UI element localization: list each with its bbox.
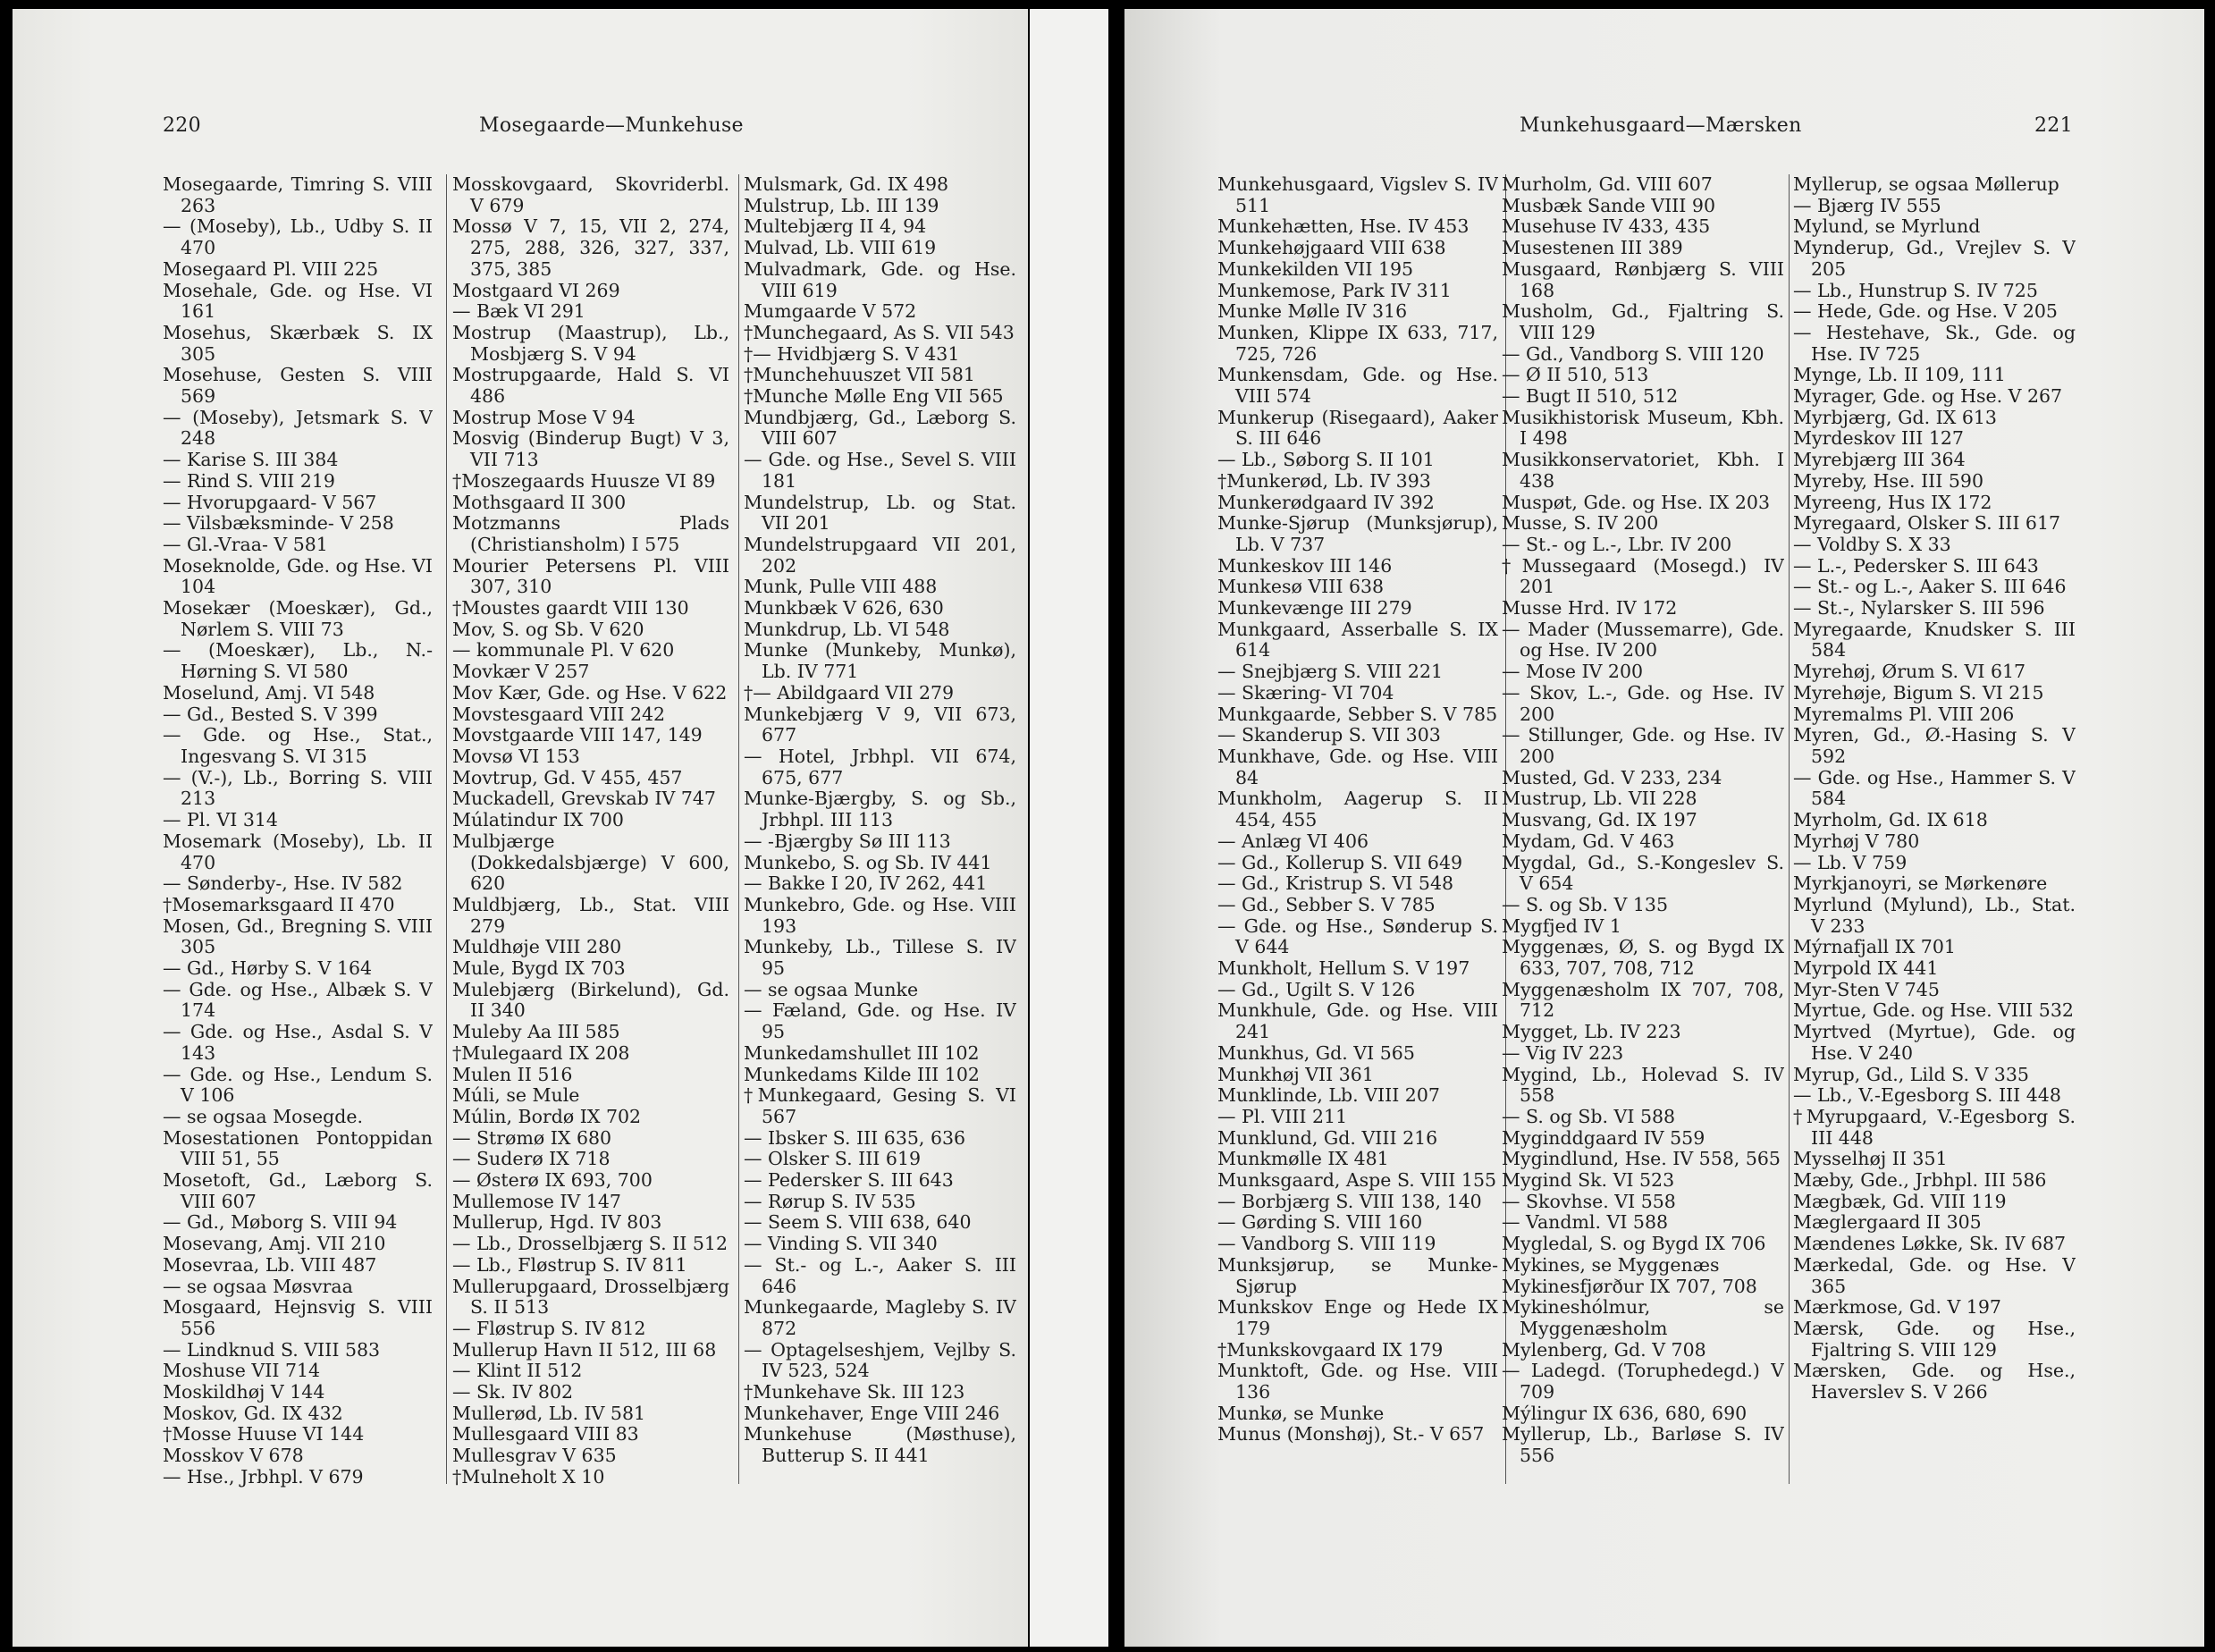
index-entry: — Mader (Mussemarre), Gde. og Hse. IV 200 <box>1502 618 1784 662</box>
index-entry: Munkensdam, Gde. og Hse. VIII 574 <box>1217 364 1498 408</box>
index-entry: Munkholm, Aagerup S. II 454, 455 <box>1217 788 1498 831</box>
index-column <box>1502 174 1784 1497</box>
index-column <box>1217 174 1498 1497</box>
index-entry: Munklinde, Lb. VIII 207 <box>1217 1084 1440 1107</box>
index-entry: Múlin, Bordø IX 702 <box>452 1105 642 1127</box>
index-entry: Munkø, se Munke <box>1217 1402 1385 1424</box>
index-column <box>1793 174 2076 1497</box>
index-entry: Mov Kær, Gde. og Hse. V 622 <box>452 681 728 704</box>
index-entry: Munksgaard, Aspe S. VIII 155 <box>1217 1169 1497 1192</box>
index-entry: Myrlund (Mylund), Lb., Stat. V 233 <box>1793 893 2076 937</box>
index-entry: Munke (Munkeby, Munkø), Lb. IV 771 <box>744 639 1016 683</box>
left-page <box>13 9 1028 1647</box>
index-entry: †— Hvidbjærg S. V 431 <box>744 342 960 365</box>
index-entry: — L.-, Pedersker S. III 643 <box>1793 554 2039 577</box>
index-entry: — Mose IV 200 <box>1502 661 1644 683</box>
index-entry: Mullerupgaard, Drosselbjærg S. II 513 <box>452 1275 729 1319</box>
index-entry: Mosevraa, Lb. VIII 487 <box>163 1253 377 1276</box>
index-entry: Muldhøje VIII 280 <box>452 936 622 958</box>
index-entry: Musestenen III 389 <box>1502 237 1683 259</box>
index-entry: — Hestehave, Sk., Gde. og Hse. IV 725 <box>1793 321 2076 365</box>
index-entry: Myrehøj, Ørum S. VI 617 <box>1793 661 2026 683</box>
index-entry: Munkehuse (Møsthuse), Butterup S. II 441 <box>744 1423 1016 1467</box>
index-entry: — Skov, L.-, Gde. og Hse. IV 200 <box>1502 681 1784 725</box>
index-entry: Myregaarde, Knudsker S. III 584 <box>1793 618 2076 662</box>
index-entry: †Munkerød, Lb. IV 393 <box>1217 469 1431 492</box>
index-entry: Munkerup (Risegaard), Aaker S. III 646 <box>1217 406 1498 450</box>
index-entry: — Gd., Bested S. V 399 <box>163 703 378 725</box>
index-entry: Mosvig (Binderup Bugt) V 3, VII 713 <box>452 427 729 471</box>
index-entry: Myr-Sten V 745 <box>1793 978 1940 1000</box>
index-entry: — St.-, Nylarsker S. III 596 <box>1793 597 2045 620</box>
index-entry: — Gde. og Hse., Sønderup S. V 644 <box>1217 914 1498 958</box>
index-entry: Musbæk Sande VIII 90 <box>1502 194 1715 216</box>
index-entry: Mændenes Løkke, Sk. IV 687 <box>1793 1233 2067 1255</box>
index-entry: Mulen II 516 <box>452 1063 573 1085</box>
index-entry: — Skovhse. VI 558 <box>1502 1190 1676 1212</box>
index-entry: Myllerup, se ogsaa Møllerup <box>1793 174 2059 195</box>
index-entry: Munkebjærg V 9, VII 673, 677 <box>744 703 1016 746</box>
index-entry: Movkær V 257 <box>452 661 590 683</box>
index-entry: Munktoft, Gde. og Hse. VIII 136 <box>1217 1360 1498 1403</box>
index-entry: Movstesgaard VIII 242 <box>452 703 666 725</box>
index-entry: Munkehaver, Enge VIII 246 <box>744 1402 1000 1424</box>
index-entry: Mostrup (Maastrup), Lb., Mosbjærg S. V 94 <box>452 321 729 365</box>
index-entry: Mothsgaard II 300 <box>452 491 627 513</box>
index-entry: Musehuse IV 433, 435 <box>1502 215 1711 238</box>
index-entry: — Vilsbæksminde- V 258 <box>163 512 394 535</box>
index-entry: Munk, Pulle VIII 488 <box>744 576 938 598</box>
index-entry: Moshuse VII 714 <box>163 1360 321 1382</box>
index-entry: Munkhus, Gd. VI 565 <box>1217 1041 1415 1064</box>
index-entry: — Gl.-Vraa- V 581 <box>163 533 328 555</box>
index-entry: Munke-Sjørup (Munksjørup), Lb. V 737 <box>1217 512 1498 555</box>
index-entry: — Vinding S. VII 340 <box>744 1233 938 1255</box>
index-entry: — Skæring- VI 704 <box>1217 681 1394 704</box>
index-entry: Mulvad, Lb. VIII 619 <box>744 237 937 259</box>
index-entry: Munkebro, Gde. og Hse. VIII 193 <box>744 893 1016 937</box>
index-entry: Múli, se Mule <box>452 1084 580 1107</box>
index-entry: — Pl. VI 314 <box>163 809 278 831</box>
index-entry: — Voldby S. X 33 <box>1793 533 1951 555</box>
index-entry: Muldbjærg, Lb., Stat. VIII 279 <box>452 893 729 937</box>
index-entry: Munkehusgaard, Vigslev S. IV 511 <box>1217 174 1498 216</box>
index-entry: Musikhistorisk Museum, Kbh. I 498 <box>1502 406 1784 450</box>
index-entry: Moskildhøj V 144 <box>163 1381 325 1403</box>
index-entry: — Lb., V.-Egesborg S. III 448 <box>1793 1084 2061 1107</box>
index-entry: Muleby Aa III 585 <box>452 1021 620 1043</box>
index-entry: Mov, S. og Sb. V 620 <box>452 618 644 640</box>
index-entry: Mosehale, Gde. og Hse. VI 161 <box>163 279 433 323</box>
index-entry: — Bæk VI 291 <box>452 300 585 323</box>
index-entry: Mullerup, Hgd. IV 803 <box>452 1211 662 1234</box>
index-entry: — Fæland, Gde. og Hse. IV 95 <box>744 999 1016 1043</box>
index-entry: — Borbjærg S. VIII 138, 140 <box>1217 1190 1482 1212</box>
index-entry: Munkholt, Hellum S. V 197 <box>1217 957 1470 980</box>
index-entry: Mule, Bygd IX 703 <box>452 957 626 980</box>
index-entry: †Mosemarksgaard II 470 <box>163 893 395 915</box>
index-entry: †Mussegaard (Mosegd.) IV 201 <box>1502 554 1784 598</box>
index-entry: — St.- og L.-, Lbr. IV 200 <box>1502 533 1732 555</box>
index-entry: — (Moeskær), Lb., N.-Hørning S. VI 580 <box>163 639 433 683</box>
index-entry: Mosekær (Moeskær), Gd., Nørlem S. VIII 73 <box>163 597 433 640</box>
index-entry: — Strømø IX 680 <box>452 1126 612 1149</box>
index-entry: Munklund, Gd. VIII 216 <box>1217 1126 1438 1149</box>
index-entry: — se ogsaa Møsvraa <box>163 1275 353 1297</box>
index-entry: Munkhave, Gde. og Hse. VIII 84 <box>1217 745 1498 788</box>
index-entry: — Gørding S. VIII 160 <box>1217 1211 1423 1234</box>
index-entry: Munken, Klippe IX 633, 717, 725, 726 <box>1217 321 1498 365</box>
index-column <box>452 174 729 1497</box>
index-entry: Mosskov V 678 <box>163 1445 304 1467</box>
index-entry: Munkdrup, Lb. VI 548 <box>744 618 950 640</box>
index-entry: Mosegaard Pl. VIII 225 <box>163 257 379 280</box>
index-entry: — Gde. og Hse., Albæk S. V 174 <box>163 978 433 1022</box>
index-entry: — Hvorupgaard- V 567 <box>163 491 377 513</box>
index-entry: Munkegaarde, Magleby S. IV 872 <box>744 1296 1016 1339</box>
index-entry: Mundelstrupgaard VII 201, 202 <box>744 533 1016 577</box>
index-entry: Mygget, Lb. IV 223 <box>1502 1021 1681 1043</box>
index-entry: — Gd., Hørby S. V 164 <box>163 957 373 980</box>
index-entry: Murholm, Gd. VIII 607 <box>1502 174 1713 195</box>
index-entry: Mynge, Lb. II 109, 111 <box>1793 364 2006 386</box>
index-entry: Munkedamshullet III 102 <box>744 1041 980 1064</box>
index-entry: — Klint II 512 <box>452 1360 583 1382</box>
index-entry: Moskov, Gd. IX 432 <box>163 1402 343 1424</box>
index-entry: Myrehøje, Bigum S. VI 215 <box>1793 681 2044 704</box>
index-entry: Musgaard, Rønbjærg S. VIII 168 <box>1502 257 1784 301</box>
index-entry: Mosetoft, Gd., Læborg S. VIII 607 <box>163 1169 433 1212</box>
index-entry: Musse, S. IV 200 <box>1502 512 1659 535</box>
index-entry: Mulebjærg (Birkelund), Gd. II 340 <box>452 978 729 1022</box>
index-entry: Mykineshólmur, se Myggenæsholm <box>1502 1296 1784 1339</box>
index-entry: — Lb., Søborg S. II 101 <box>1217 449 1435 471</box>
index-entry: Myggenæsholm IX 707, 708, 712 <box>1502 978 1784 1022</box>
index-entry: Mulsmark, Gd. IX 498 <box>744 174 949 195</box>
index-entry: — Vig IV 223 <box>1502 1041 1624 1064</box>
index-entry: Mullemose IV 147 <box>452 1190 621 1212</box>
index-entry: Mullerup Havn II 512, III 68 <box>452 1338 717 1361</box>
index-entry: Mosgaard, Hejnsvig S. VIII 556 <box>163 1296 433 1339</box>
index-entry: Munkeskov III 146 <box>1217 554 1393 577</box>
index-entry: Mustrup, Lb. VII 228 <box>1502 788 1697 810</box>
index-entry: Mærsk, Gde. og Hse., Fjaltring S. VIII 129 <box>1793 1317 2076 1361</box>
index-entry: Mosen, Gd., Bregning S. VIII 305 <box>163 914 433 958</box>
index-entry: Mygind, Lb., Holevad S. IV 558 <box>1502 1063 1784 1107</box>
index-entry: — Ibsker S. III 635, 636 <box>744 1126 966 1149</box>
index-entry: Mærsken, Gde. og Hse., Haverslev S. V 266 <box>1793 1360 2076 1403</box>
index-entry: — Gde. og Hse., Sevel S. VIII 181 <box>744 449 1016 492</box>
index-entry: — Skanderup S. VII 303 <box>1217 724 1441 746</box>
index-entry: — Østerø IX 693, 700 <box>452 1169 653 1192</box>
index-entry: — Gd., Kristrup S. VI 548 <box>1217 872 1454 895</box>
index-entry: — se ogsaa Munke <box>744 978 919 1000</box>
index-entry: — Lb., Fløstrup S. IV 811 <box>452 1253 687 1276</box>
index-entry: Myrdeskov III 127 <box>1793 427 1964 450</box>
index-entry: Mykines, se Myggenæs <box>1502 1253 1720 1276</box>
index-entry: Mosegaarde, Timring S. VIII 263 <box>163 174 433 216</box>
page-number: 221 <box>2034 114 2073 137</box>
index-entry: Mullerød, Lb. IV 581 <box>452 1402 646 1424</box>
index-entry: — S. og Sb. V 135 <box>1502 893 1668 915</box>
index-entry: Munkgaard, Asserballe S. IX 614 <box>1217 618 1498 662</box>
running-head: Munkehusgaard—Mærsken <box>1520 114 1802 137</box>
index-entry: †— Abildgaard VII 279 <box>744 681 955 704</box>
index-entry: — Fløstrup S. IV 812 <box>452 1317 646 1339</box>
index-entry: — Ø II 510, 513 <box>1502 364 1649 386</box>
index-entry: — Gde. og Hse., Stat., Ingesvang S. VI 315 <box>163 724 433 767</box>
index-entry: Myreeng, Hus IX 172 <box>1793 491 1992 513</box>
index-entry: — St.- og L.-, Aaker S. III 646 <box>1793 576 2067 598</box>
index-entry: Musholm, Gd., Fjaltring S. VIII 129 <box>1502 300 1784 343</box>
index-entry: Musikkonservatoriet, Kbh. I 438 <box>1502 449 1784 492</box>
index-entry: Motzmanns Plads (Christiansholm) I 575 <box>452 512 729 555</box>
column-rule <box>1789 174 1790 1484</box>
index-entry: †Mulegaard IX 208 <box>452 1041 630 1064</box>
index-entry: †Munchegaard, As S. VII 543 <box>744 321 1015 343</box>
index-entry: Mærkedal, Gde. og Hse. V 365 <box>1793 1253 2076 1297</box>
index-entry: Mosevang, Amj. VII 210 <box>163 1233 386 1255</box>
index-entry: Mýlingur IX 636, 680, 690 <box>1502 1402 1748 1424</box>
index-entry: Myreby, Hse. III 590 <box>1793 469 1984 492</box>
index-entry: Munke Mølle IV 316 <box>1217 300 1408 323</box>
index-entry: Mourier Petersens Pl. VIII 307, 310 <box>452 554 729 598</box>
index-entry: Myggenæs, Ø, S. og Bygd IX 633, 707, 708, 712 <box>1502 936 1784 980</box>
index-entry: Mullesgrav V 635 <box>452 1445 617 1467</box>
index-entry: †Moszegaards Huusze VI 89 <box>452 469 716 492</box>
index-entry: Munkgaarde, Sebber S. V 785 <box>1217 703 1498 725</box>
index-entry: †Moustes gaardt VIII 130 <box>452 597 689 620</box>
index-entry: — Rind S. VIII 219 <box>163 469 335 492</box>
index-entry: Myrhøj V 780 <box>1793 830 1920 852</box>
index-entry: Munkmølle IX 481 <box>1217 1148 1389 1170</box>
index-entry: — Vandml. VI 588 <box>1502 1211 1669 1234</box>
index-entry: Mygdal, Gd., S.-Kongeslev S. V 654 <box>1502 851 1784 895</box>
index-entry: Mostgaard VI 269 <box>452 279 620 301</box>
index-entry: Mosehus, Skærbæk S. IX 305 <box>163 321 433 365</box>
index-entry: †Mulneholt X 10 <box>452 1465 605 1488</box>
index-entry: Munkhule, Gde. og Hse. VIII 241 <box>1217 999 1498 1043</box>
index-entry: — Gd., Kollerup S. VII 649 <box>1217 851 1463 873</box>
index-entry: Mulvadmark, Gde. og Hse. VIII 619 <box>744 257 1016 301</box>
index-entry: Musted, Gd. V 233, 234 <box>1502 766 1722 788</box>
index-entry: Moseknolde, Gde. og Hse. VI 104 <box>163 554 433 598</box>
index-entry: †Munchehuuszet VII 581 <box>744 364 975 386</box>
index-entry: — Rørup S. IV 535 <box>744 1190 916 1212</box>
index-entry: Munkebo, S. og Sb. IV 441 <box>744 851 992 873</box>
index-entry: †Myrupgaard, V.-Egesborg S. III 448 <box>1793 1105 2076 1149</box>
index-entry: — -Bjærgby Sø III 113 <box>744 830 951 852</box>
index-entry: Mossø V 7, 15, VII 2, 274, 275, 288, 326, 327, 337, 375, 385 <box>452 215 729 280</box>
index-entry: Mullesgaard VIII 83 <box>452 1423 639 1446</box>
index-entry: — Lb., Hunstrup S. IV 725 <box>1793 279 2038 301</box>
index-entry: — Sønderby-, Hse. IV 582 <box>163 872 403 895</box>
index-entry: Mykinesfjørður IX 707, 708 <box>1502 1275 1757 1297</box>
index-entry: Myrtue, Gde. og Hse. VIII 532 <box>1793 999 2074 1022</box>
index-entry: — (V.-), Lb., Borring S. VIII 213 <box>163 766 433 810</box>
index-entry: Mærkmose, Gd. V 197 <box>1793 1296 2001 1319</box>
index-entry: — (Moseby), Jetsmark S. V 248 <box>163 406 433 450</box>
index-entry: †Mosse Huuse VI 144 <box>163 1423 365 1446</box>
index-entry: Myrholm, Gd. IX 618 <box>1793 809 1988 831</box>
page-number: 220 <box>163 114 201 137</box>
index-entry: Múlatindur IX 700 <box>452 809 624 831</box>
index-entry: — (Moseby), Lb., Udby S. II 470 <box>163 215 433 259</box>
index-entry: Musvang, Gd. IX 197 <box>1502 809 1697 831</box>
index-entry: — Anlæg VI 406 <box>1217 830 1369 852</box>
index-entry: Mýrnafjall IX 701 <box>1793 936 1956 958</box>
index-entry: Myren, Gd., Ø.-Hasing S. V 592 <box>1793 724 2076 767</box>
index-entry: Mosskovgaard, Skovriderbl. V 679 <box>452 174 729 216</box>
column-rule <box>738 174 739 1484</box>
index-entry: Mæby, Gde., Jrbhpl. III 586 <box>1793 1169 2047 1192</box>
index-entry: — Gd., Vandborg S. VIII 120 <box>1502 342 1764 365</box>
index-entry: — kommunale Pl. V 620 <box>452 639 675 662</box>
index-entry: Myremalms Pl. VIII 206 <box>1793 703 2015 725</box>
right-page <box>1124 9 2204 1647</box>
index-entry: Mygfjed IV 1 <box>1502 914 1621 937</box>
index-entry: Mosehuse, Gesten S. VIII 569 <box>163 364 433 408</box>
index-entry: — Olsker S. III 619 <box>744 1148 922 1170</box>
index-entry: Myrup, Gd., Lild S. V 335 <box>1793 1063 2029 1085</box>
index-entry: Mylenberg, Gd. V 708 <box>1502 1338 1706 1361</box>
index-entry: †Munkegaard, Gesing S. VI 567 <box>744 1084 1016 1127</box>
index-entry: Mylund, se Myrlund <box>1793 215 1981 238</box>
index-entry: Munkekilden VII 195 <box>1217 257 1414 280</box>
index-entry: Mulbjærge (Dokkedalsbjærge) V 600, 620 <box>452 830 729 895</box>
index-entry: Myrtved (Myrtue), Gde. og Hse. V 240 <box>1793 1021 2076 1064</box>
index-entry: Munkbæk V 626, 630 <box>744 597 944 620</box>
index-entry: — Gd., Møborg S. VIII 94 <box>163 1211 398 1234</box>
index-entry: — Gde. og Hse., Lendum S. V 106 <box>163 1063 433 1107</box>
index-entry: — Stillunger, Gde. og Hse. IV 200 <box>1502 724 1784 767</box>
index-entry: Mosemark (Moseby), Lb. II 470 <box>163 830 433 873</box>
index-entry: Mæglergaard II 305 <box>1793 1211 1982 1234</box>
index-entry: Moselund, Amj. VI 548 <box>163 681 375 704</box>
index-entry: Mygledal, S. og Bygd IX 706 <box>1502 1233 1766 1255</box>
index-entry: Mostrupgaarde, Hald S. VI 486 <box>452 364 729 408</box>
index-entry: Munkeby, Lb., Tillese S. IV 95 <box>744 936 1016 980</box>
index-entry: Mydam, Gd. V 463 <box>1502 830 1675 852</box>
index-entry: — Gd., Ugilt S. V 126 <box>1217 978 1416 1000</box>
index-entry: Munke-Bjærgby, S. og Sb., Jrbhpl. III 113 <box>744 788 1016 831</box>
index-entry: — Sk. IV 802 <box>452 1381 574 1403</box>
index-entry: — Vandborg S. VIII 119 <box>1217 1233 1436 1255</box>
index-entry: Myrebjærg III 364 <box>1793 449 1966 471</box>
index-entry: Myrager, Gde. og Hse. V 267 <box>1793 385 2063 408</box>
index-entry: Munkerødgaard IV 392 <box>1217 491 1435 513</box>
index-entry: Muckadell, Grevskab IV 747 <box>452 788 716 810</box>
gutter <box>1030 9 1108 1647</box>
index-entry: — Pedersker S. III 643 <box>744 1169 954 1192</box>
index-entry: — Lindknud S. VIII 583 <box>163 1338 381 1361</box>
index-entry: — Pl. VIII 211 <box>1217 1105 1348 1127</box>
index-entry: Mostrup Mose V 94 <box>452 406 636 428</box>
index-column <box>744 174 1016 1497</box>
index-entry: Mundbjærg, Gd., Læborg S. VIII 607 <box>744 406 1016 450</box>
index-entry: Mynderup, Gd., Vrejlev S. V 205 <box>1793 237 2076 280</box>
index-entry: Mumgaarde V 572 <box>744 300 917 323</box>
index-entry: Mysselhøj II 351 <box>1793 1148 1948 1170</box>
index-entry: — S. og Sb. VI 588 <box>1502 1105 1676 1127</box>
index-entry: — Suderø IX 718 <box>452 1148 611 1170</box>
index-entry: Mægbæk, Gd. VIII 119 <box>1793 1190 2007 1212</box>
index-entry: — Lb., Drosselbjærg S. II 512 <box>452 1233 728 1255</box>
index-entry: Munkhøj VII 361 <box>1217 1063 1374 1085</box>
index-entry: Myllerup, Lb., Barløse S. IV 556 <box>1502 1423 1784 1467</box>
index-entry: Movstgaarde VIII 147, 149 <box>452 724 703 746</box>
index-entry: Myregaard, Olsker S. III 617 <box>1793 512 2061 535</box>
column-rule <box>446 174 447 1484</box>
index-entry: Movtrup, Gd. V 455, 457 <box>452 766 683 788</box>
index-entry: Munkemose, Park IV 311 <box>1217 279 1452 301</box>
index-entry: — St.- og L.-, Aaker S. III 646 <box>744 1253 1016 1297</box>
running-head: Mosegaarde—Munkehuse <box>479 114 744 137</box>
index-entry: Munkedams Kilde III 102 <box>744 1063 980 1085</box>
index-entry: Mygindlund, Hse. IV 558, 565 <box>1502 1148 1781 1170</box>
index-entry: Muspøt, Gde. og Hse. IX 203 <box>1502 491 1770 513</box>
index-entry: — Hse., Jrbhpl. V 679 <box>163 1465 364 1488</box>
index-entry: Myrbjærg, Gd. IX 613 <box>1793 406 1997 428</box>
index-entry: Mosestationen Pontoppidan VIII 51, 55 <box>163 1126 433 1170</box>
index-entry: Mundelstrup, Lb. og Stat. VII 201 <box>744 491 1016 535</box>
index-entry: Munksjørup, se Munke-Sjørup <box>1217 1253 1498 1297</box>
index-entry: — Bjærg IV 555 <box>1793 194 1941 216</box>
index-column <box>163 174 433 1497</box>
index-entry: Mulstrup, Lb. III 139 <box>744 194 939 216</box>
index-entry: — Ladegd. (Toruphedegd.) V 709 <box>1502 1360 1784 1403</box>
index-entry: — Lb. V 759 <box>1793 851 1908 873</box>
index-entry: — Optagelseshjem, Vejlby S. IV 523, 524 <box>744 1338 1016 1382</box>
index-entry: Munus (Monshøj), St.- V 657 <box>1217 1423 1485 1446</box>
index-entry: Movsø VI 153 <box>452 745 580 767</box>
index-entry: Munkehøjgaard VIII 638 <box>1217 237 1446 259</box>
index-entry: — Gd., Sebber S. V 785 <box>1217 893 1436 915</box>
index-entry: — Snejbjærg S. VIII 221 <box>1217 661 1444 683</box>
index-entry: Munkesø VIII 638 <box>1217 576 1385 598</box>
index-entry: Myginddgaard IV 559 <box>1502 1126 1705 1149</box>
index-entry: — Karise S. III 384 <box>163 449 339 471</box>
index-entry: — se ogsaa Mosegde. <box>163 1105 364 1127</box>
index-entry: †Munche Mølle Eng VII 565 <box>744 385 1004 408</box>
index-entry: Munkevænge III 279 <box>1217 597 1412 620</box>
index-entry: Musse Hrd. IV 172 <box>1502 597 1678 620</box>
index-entry: †Munkskovgaard IX 179 <box>1217 1338 1444 1361</box>
index-entry: — Bakke I 20, IV 262, 441 <box>744 872 988 895</box>
index-entry: Munkehætten, Hse. IV 453 <box>1217 215 1470 238</box>
index-entry: — Bugt II 510, 512 <box>1502 385 1679 408</box>
index-entry: — Seem S. VIII 638, 640 <box>744 1211 972 1234</box>
index-entry: Multebjærg II 4, 94 <box>744 215 927 238</box>
index-entry: Myrpold IX 441 <box>1793 957 1939 980</box>
index-entry: Myrkjanoyri, se Mørkenøre <box>1793 872 2048 895</box>
index-entry: — Hotel, Jrbhpl. VII 674, 675, 677 <box>744 745 1016 788</box>
index-entry: Mygind Sk. VI 523 <box>1502 1169 1675 1192</box>
index-entry: Munkskov Enge og Hede IX 179 <box>1217 1296 1498 1339</box>
index-entry: — Gde. og Hse., Hammer S. V 584 <box>1793 766 2076 810</box>
index-entry: †Munkehave Sk. III 123 <box>744 1381 965 1403</box>
index-entry: — Hede, Gde. og Hse. V 205 <box>1793 300 2058 323</box>
index-entry: — Gde. og Hse., Asdal S. V 143 <box>163 1021 433 1064</box>
